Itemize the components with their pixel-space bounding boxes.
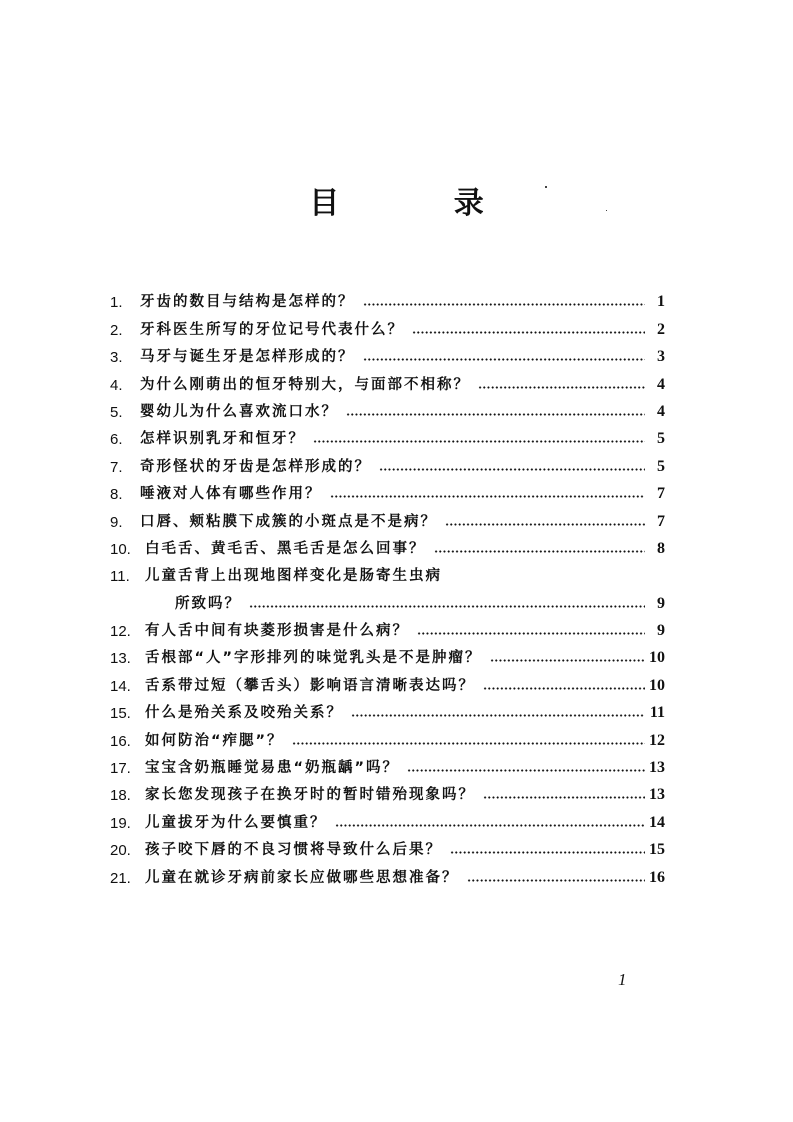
entry-title: 马牙与诞生牙是怎样形成的？ [140,349,355,366]
dot-leader [292,742,645,745]
toc-entry [110,448,665,475]
entry-title-continuation: 所致吗？ [175,595,241,612]
entry-page: 5 [657,457,665,475]
entry-title: 舌根部“人”字形排列的味觉乳头是不是肿瘤？ [145,650,482,667]
entry-number: 8. [110,486,123,504]
entry-title: 家长您发现孩子在换牙时的暂时错殆现象吗？ [145,787,475,804]
entry-page: 14 [649,813,665,831]
entry-title: 如何防治“痄腮”？ [145,732,284,749]
entry-title: 白毛舌、黄毛舌、黑毛舌是怎么回事？ [145,540,426,557]
entry-page: 9 [657,594,665,612]
toc-entry [110,640,665,667]
entry-number: 20. [110,842,131,860]
entry-number: 18. [110,787,131,805]
toc-entry-continuation [110,585,665,612]
dot-leader [412,331,645,334]
entry-number: 13. [110,650,131,668]
entry-page: 13 [649,759,665,777]
entry-title: 舌系带过短（攀舌头）影响语言清晰表达吗？ [145,677,475,694]
entry-number: 15. [110,705,131,723]
toc-entry [110,667,665,694]
entry-title: 孩子咬下唇的不良习惯将导致什么后果？ [145,842,442,859]
entry-page: 10 [649,649,665,667]
toc-entry [110,531,665,558]
entry-title: 口唇、颊粘膜下成簇的小斑点是不是病？ [140,513,437,530]
dot-leader [478,386,645,389]
entry-number: 2. [110,321,123,339]
entry-title: 牙齿的数目与结构是怎样的？ [140,294,355,311]
entry-page: 10 [649,676,665,694]
entry-title: 牙科医生所写的牙位记号代表什么？ [140,321,404,338]
entry-number: 19. [110,814,131,832]
entry-page: 9 [657,622,665,640]
dot-leader [363,303,646,306]
entry-number: 6. [110,431,123,449]
entry-number: 14. [110,677,131,695]
entry-page: 13 [649,786,665,804]
toc-entry [110,394,665,421]
entry-page: 7 [657,512,665,530]
entry-title: 什么是殆关系及咬殆关系？ [145,705,343,722]
entry-number: 10. [110,540,131,558]
dot-leader [417,632,645,635]
page-title: 目 录 [309,186,536,221]
entry-title: 怎样识别乳牙和恒牙？ [140,431,305,448]
table-of-contents [110,284,665,887]
toc-entry [110,311,665,338]
entry-page: 16 [649,868,665,886]
entry-title: 有人舌中间有块菱形损害是什么病？ [145,623,409,640]
entry-page: 4 [657,402,665,420]
dot-leader [407,769,645,772]
entry-number: 16. [110,732,131,750]
entry-page: 2 [657,320,665,338]
entry-title: 唾液对人体有哪些作用？ [140,486,322,503]
dot-leader [335,824,646,827]
dot-leader [379,468,645,471]
dot-leader [467,879,646,882]
dot-leader [351,714,645,717]
entry-number: 11. [110,568,130,586]
toc-entry [110,366,665,393]
dot-leader [483,687,645,690]
entry-page: 7 [657,485,665,503]
dot-leader [450,851,645,854]
entry-page: 1 [657,293,665,311]
dot-leader [445,523,645,526]
toc-entry [110,859,665,886]
entry-page: 4 [657,375,665,393]
toc-entry [110,832,665,859]
dot-leader [483,796,645,799]
entry-page: 15 [649,841,665,859]
toc-entry [110,750,665,777]
toc-entry [110,695,665,722]
dot-leader [363,358,646,361]
entry-page: 5 [657,430,665,448]
dot-leader [490,659,645,662]
toc-entry [110,558,665,585]
toc-entry [110,503,665,530]
entry-page: 11 [649,704,665,722]
entry-title: 奇形怪状的牙齿是怎样形成的？ [140,458,371,475]
entry-number: 1. [110,294,123,312]
dot-leader [330,495,646,498]
toc-entry [110,722,665,749]
entry-title: 儿童舌背上出现地图样变化是肠寄生虫病 [145,568,442,585]
dot-leader [313,440,645,443]
entry-title: 宝宝含奶瓶睡觉易患“奶瓶龋”吗？ [145,760,400,777]
toc-entry [110,804,665,831]
entry-number: 5. [110,403,123,421]
entry-number: 4. [110,376,123,394]
dot-leader [346,413,645,416]
toc-entry [110,613,665,640]
toc-entry [110,339,665,366]
dot-leader [434,550,646,553]
entry-number: 7. [110,458,123,476]
scan-speck [606,210,607,211]
entry-page: 12 [649,731,665,749]
entry-title: 儿童在就诊牙病前家长应做哪些思想准备？ [145,869,459,886]
entry-page: 3 [657,348,665,366]
entry-title: 为什么刚萌出的恒牙特别大，与面部不相称？ [140,376,470,393]
toc-entry [110,777,665,804]
entry-number: 9. [110,513,123,531]
toc-entry [110,476,665,503]
entry-title: 儿童拔牙为什么要慎重？ [145,814,327,831]
scan-speck [545,186,547,188]
entry-number: 12. [110,623,131,641]
entry-number: 17. [110,760,131,778]
page-number: 1 [618,970,627,989]
dot-leader [249,605,645,608]
entry-page: 8 [657,539,665,557]
entry-title: 婴幼儿为什么喜欢流口水？ [140,403,338,420]
toc-entry [110,421,665,448]
entry-number: 3. [110,349,123,367]
toc-entry [110,284,665,311]
entry-number: 21. [110,869,131,887]
